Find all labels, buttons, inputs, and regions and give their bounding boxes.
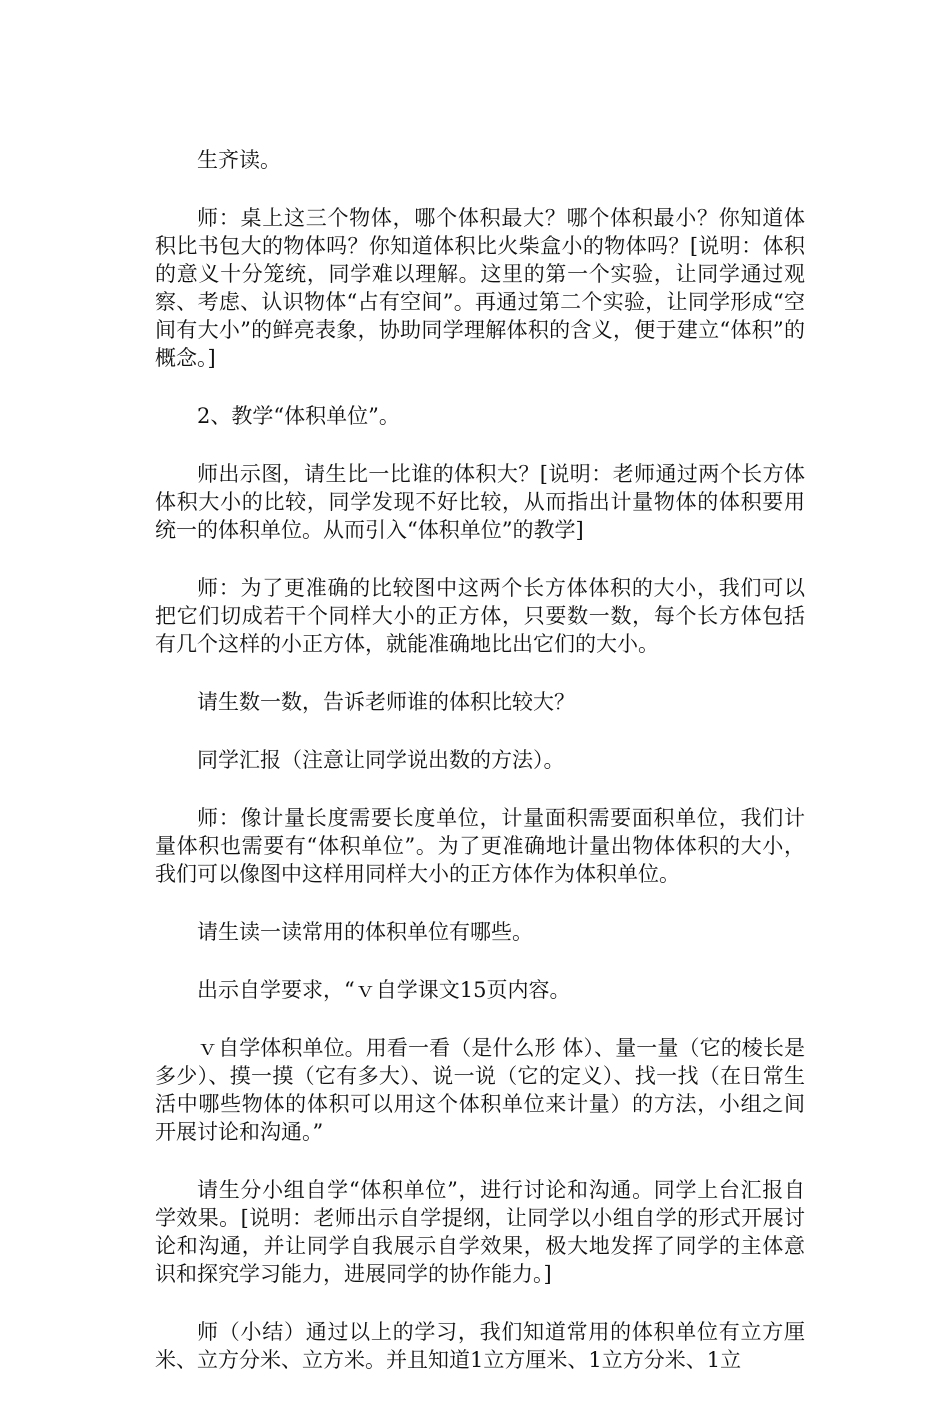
document-body <box>155 146 805 1404</box>
paragraph-12: 请生分小组自学“体积单位”，进行讨论和沟通。同学上台汇报自学效果。[说明：老师出示自学提纲，让同学以小组自学的形式开展讨论和沟通，并让同学自我展示自学效果，极大地发挥了同学的主体意识和探究学习能力，进展同学的协作能力。] <box>155 1178 805 1286</box>
paragraph-5: 师：为了更准确的比较图中这两个长方体体积的大小，我们可以把它们切成若干个同样大小的正方体，只要数一数，每个长方体包括有几个这样的小正方体，就能准确地比出它们的大小。 <box>155 576 805 656</box>
paragraph-6: 请生数一数，告诉老师谁的体积比较大？ <box>197 690 575 714</box>
paragraph-13: 师（小结）通过以上的学习，我们知道常用的体积单位有立方厘米、立方分米、立方米。并且知道1立方厘米、1立方分米、1立 <box>155 1320 805 1372</box>
paragraph-7: 同学汇报（注意让同学说出数的方法）。 <box>197 748 565 772</box>
paragraph-4: 师出示图，请生比一比谁的体积大？[说明：老师通过两个长方体体积大小的比较，同学发现不好比较，从而指出计量物体的体积要用统一的体积单位。从而引入“体积单位”的教学] <box>155 462 805 542</box>
paragraph-1: 生齐读。 <box>197 148 281 172</box>
paragraph-11: ｖ自学体积单位。用看一看（是什么形 体）、量一量（它的棱长是多少）、摸一摸（它有多大）、说一说（它的定义）、找一找（在日常生活中哪些物体的体积可以用这个体积单位来计量）的方法，小组之间开展讨论和沟通。” <box>155 1036 805 1144</box>
paragraph-3: 2、教学“体积单位”。 <box>197 404 400 428</box>
paragraph-9: 请生读一读常用的体积单位有哪些。 <box>197 920 533 944</box>
paragraph-10: 出示自学要求，“ｖ自学课文15页内容。 <box>197 978 571 1002</box>
paragraph-2: 师：桌上这三个物体，哪个体积最大？哪个体积最小？你知道体积比书包大的物体吗？你知道体积比火柴盒小的物体吗？[说明：体积的意义十分笼统，同学难以理解。这里的第一个实验，让同学通过观察、考虑、认识物体“占有空间”。再通过第二个实验，让同学形成“空间有大小”的鲜亮表象，协助同学理解体积的含义，便于建立“体积”的概念。] <box>155 206 805 370</box>
paragraph-8: 师：像计量长度需要长度单位，计量面积需要面积单位，我们计量体积也需要有“体积单位”。为了更准确地计量出物体体积的大小，我们可以像图中这样用同样大小的正方体作为体积单位。 <box>155 806 805 886</box>
